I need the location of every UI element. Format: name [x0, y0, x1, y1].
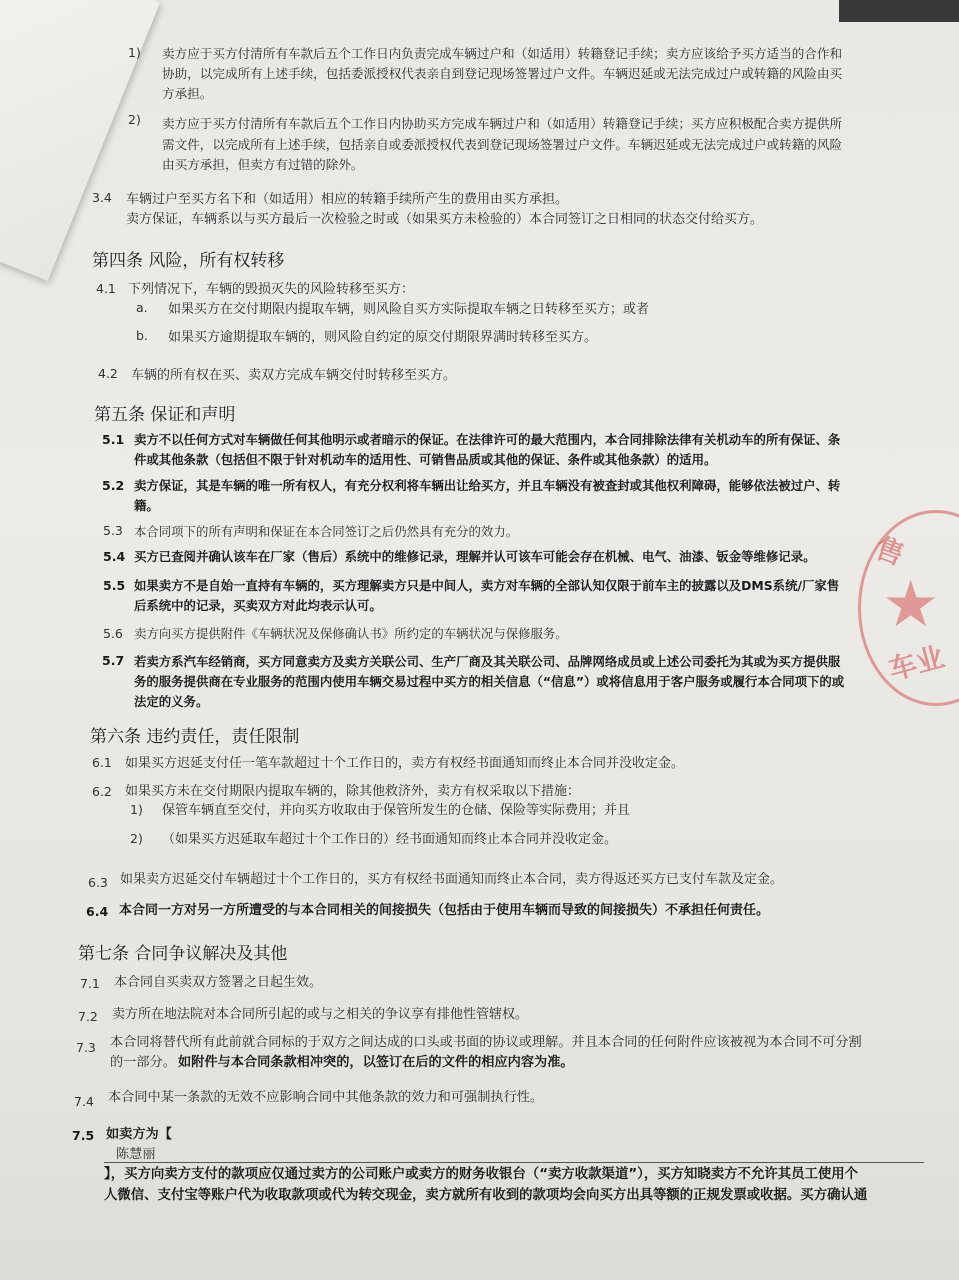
clause-line: 协助，以完成所有上述手续，包括委派授权代表亲自到登记现场签署过户文件。车辆迟延或无法完成过户或转籍的风险由买	[162, 66, 843, 81]
seal-text: 售	[870, 531, 909, 572]
clause-line: 由买方承担，但卖方有过错的除外。	[162, 157, 364, 172]
clause-line: 后系统中的记录，买卖双方对此均表示认可。	[134, 598, 382, 613]
clause-number: 5.4	[103, 549, 126, 564]
clause-line: 如果卖方不是自始一直持有车辆的，买方理解卖方只是中间人，卖方对车辆的全部认知仅限于前车主的披露以及DMS系统/厂家售	[134, 578, 840, 593]
clause-line: 卖方不以任何方式对车辆做任何其他明示或者暗示的保证。在法律许可的最大范围内，本合同排除法律有关机动车的所有保证、条	[134, 432, 841, 447]
clause-line: 卖方保证，车辆系以与买方最后一次检验之时或（如果买方未检验的）本合同签订之日相同的状态交付给买方。	[126, 212, 764, 227]
clause-line: 法定的义务。	[134, 694, 209, 709]
clause-line: 卖方向买方提供附件《车辆状况及保修确认书》所约定的车辆状况与保修服务。	[134, 626, 568, 641]
seller-name: 陈慧丽	[116, 1147, 156, 1162]
clause-number: 6.2	[92, 784, 112, 799]
clause-number: 6.3	[88, 875, 108, 890]
clause-line: 如果卖方迟延交付车辆超过十个工作日的，买方有权经书面通知而终止本合同，卖方得返还买方已支付车款及定金。	[120, 872, 784, 887]
clause-number: 7.5	[72, 1128, 95, 1143]
clause-line: 件或其他条款（包括但不限于针对机动车的适用性、可销售品质或其他的保证、条件或其他条款）的适用。	[134, 452, 717, 467]
clause-number: 5.6	[103, 626, 123, 641]
item-number: 1)	[130, 802, 143, 817]
clause-line: 本合同将替代所有此前就合同标的于双方之间达成的口头或书面的协议或理解。并且本合同的任何附件应该被视为本合同不可分割	[110, 1035, 862, 1050]
clause-number: 5.5	[103, 578, 126, 593]
clause-line: 车辆的所有权在买、卖双方完成车辆交付时转移至买方。	[131, 368, 457, 383]
clause-number: 5.2	[102, 478, 125, 493]
clause-number: 5.7	[102, 653, 125, 668]
clause-line: 买方已查阅并确认该车在厂家（售后）系统中的维修记录，理解并认可该车可能会存在机械、电气、油漆、钣金等维修记录。	[134, 549, 816, 564]
clause-line: 本合同自买卖双方签署之日起生效。	[114, 975, 323, 990]
clause-line: 如果买方在交付期限内提取车辆，则风险自买方实际提取车辆之日转移至买方；或者	[168, 302, 650, 317]
item-number: b.	[136, 328, 148, 343]
clause-line: 卖方应于买方付清所有车款后五个工作日内负责完成车辆过户和（如适用）转籍登记手续；卖方应该给予买方适当的合作和	[162, 46, 843, 61]
clause-line: （如果买方迟延取车超过十个工作日的）经书面通知而终止本合同并没收定金。	[162, 832, 618, 847]
seal-star-icon: ★	[882, 568, 940, 642]
blank-underline	[104, 1162, 924, 1163]
clause-line: 籍。	[134, 498, 159, 513]
clause-line: 如卖方为【	[106, 1127, 172, 1142]
background-edge	[839, 0, 959, 22]
clause-line: 方承担。	[162, 86, 213, 101]
clause-number: 6.1	[92, 755, 112, 770]
clause-line: 如果买方未在交付期限内提取车辆的，除其他救济外，卖方有权采取以下措施：	[125, 784, 581, 799]
article-heading: 第四条 风险，所有权转移	[92, 251, 285, 271]
article-heading: 第五条 保证和声明	[94, 405, 236, 425]
clause-line: 如果买方逾期提取车辆的，则风险自约定的原交付期限界满时转移至买方。	[168, 330, 598, 345]
item-number: 1)	[128, 45, 141, 60]
underlying-page	[0, 0, 160, 281]
clause-line: 】，买方向卖方支付的款项应仅通过卖方的公司账户或卖方的财务收银台（“卖方收款渠道”），买方知晓卖方不允许其员工使用个	[104, 1167, 859, 1182]
clause-number: 6.4	[86, 904, 109, 919]
clause-line-bold: 如附件与本合同条款相冲突的，以签订在后的文件的相应内容为准。	[178, 1055, 574, 1070]
clause-number: 5.3	[103, 523, 123, 538]
clause-line: 卖方所在地法院对本合同所引起的或与之相关的争议享有排他性管辖权。	[112, 1007, 529, 1022]
clause-number: 7.4	[74, 1094, 94, 1109]
clause-line: 人微信、支付宝等账户代为收取款项或代为转交现金，卖方就所有收到的款项均会向买方出具等额的正规发票或收据。买方确认通	[104, 1188, 868, 1203]
clause-line: 卖方应于买方付清所有车款后五个工作日内协助买方完成车辆过户和（如适用）转籍登记手续；买方应积极配合卖方提供所	[162, 116, 843, 131]
article-heading: 第六条 违约责任，责任限制	[90, 727, 300, 747]
clause-number: 4.2	[98, 366, 118, 381]
clause-number: 7.1	[80, 976, 100, 991]
clause-number: 7.2	[78, 1009, 98, 1024]
clause-line: 卖方保证，其是车辆的唯一所有权人，有充分权利将车辆出让给买方，并且车辆没有被查封或其他权利障碍，能够依法被过户、转	[134, 478, 841, 493]
item-number: a.	[136, 300, 148, 315]
item-number: 2)	[130, 831, 143, 846]
clause-line: 如果买方迟延支付任一笔车款超过十个工作日的，卖方有权经书面通知而终止本合同并没收定金。	[125, 756, 685, 771]
clause-line: 下列情况下，车辆的毁损灭失的风险转移至买方：	[128, 282, 415, 297]
clause-line: 本合同一方对另一方所遭受的与本合同相关的间接损失（包括由于使用车辆而导致的间接损失）不承担任何责任。	[119, 903, 770, 918]
article-heading: 第七条 合同争议解决及其他	[78, 944, 288, 964]
clause-number: 3.4	[92, 190, 112, 205]
clause-line: 保管车辆直至交付，并向买方收取由于保管所发生的仓储、保险等实际费用；并且	[162, 803, 631, 818]
clause-line: 车辆过户至买方名下和（如适用）相应的转籍手续所产生的费用由买方承担。	[126, 192, 569, 207]
clause-number: 5.1	[102, 432, 125, 447]
clause-line: 务的服务提供商在专业服务的范围内使用车辆交易过程中买方的相关信息（“信息”）或将信息用于客户服务或履行本合同项下的或	[134, 674, 845, 689]
clause-number: 7.3	[76, 1040, 96, 1055]
item-number: 2)	[128, 112, 141, 127]
clause-number: 4.1	[96, 281, 116, 296]
clause-line: 的一部分。	[110, 1055, 176, 1070]
clause-line: 本合同中某一条款的无效不应影响合同中其他条款的效力和可强制执行性。	[108, 1090, 544, 1105]
clause-line: 本合同项下的所有声明和保证在本合同签订之后仍然具有充分的效力。	[134, 524, 519, 539]
clause-line: 若卖方系汽车经销商，买方同意卖方及卖方关联公司、生产厂商及其关联公司、品牌网络成员或上述公司委托为其或为买方提供服	[134, 654, 841, 669]
seal-text: 车业	[885, 640, 948, 687]
clause-line: 需文件，以完成所有上述手续，包括亲自或委派授权代表到登记现场签署过户文件。车辆迟延或无法完成过户或转籍的风险	[162, 137, 843, 152]
